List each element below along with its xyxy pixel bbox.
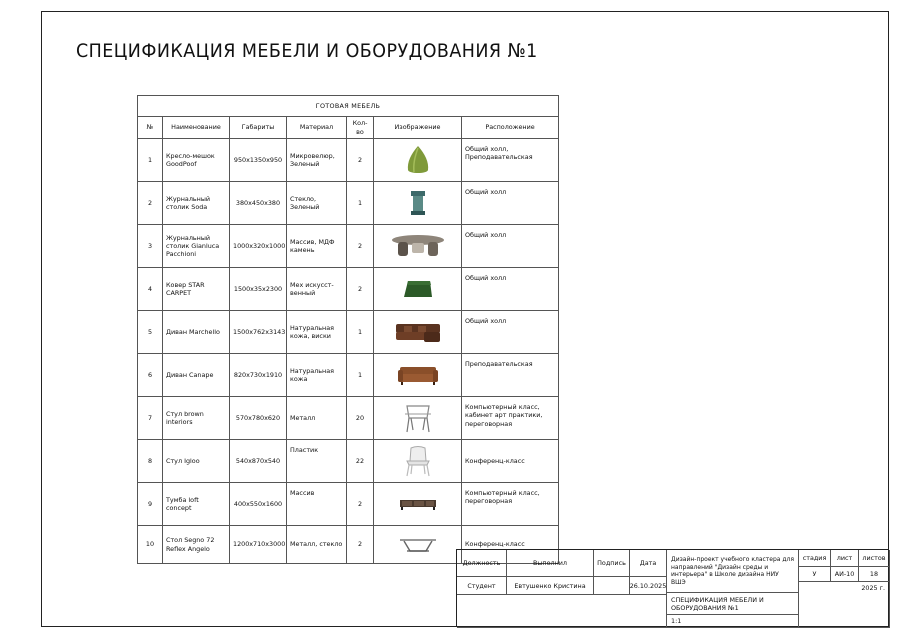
table-row [138,139,559,182]
row-material: Натуральная кожа, виски [287,311,347,354]
row-material: Массив [287,483,347,526]
stamp-role-header: Должность [457,550,507,577]
glass-side-table-icon [374,182,462,225]
stamp-sheet: АИ-10 [831,567,859,582]
header-num: № [138,117,163,139]
table-row [138,182,559,225]
row-material: Стекло, Зеленый [287,182,347,225]
stone-coffee-table-icon [374,225,462,268]
row-qty: 1 [347,182,374,225]
row-num: 9 [138,483,163,526]
row-location: Конференц-класс [462,440,559,483]
stamp-empty-area [457,595,667,628]
stamp-scale: 1:1 [667,615,799,628]
row-dims: 1500x762x3143 [230,311,287,354]
row-num: 1 [138,139,163,182]
row-location: Конференц-класс [462,526,559,564]
row-material: Мех искусст-венный [287,268,347,311]
stamp-stage: У [799,567,831,582]
row-qty: 2 [347,268,374,311]
metal-chair-icon [374,397,462,440]
row-num: 2 [138,182,163,225]
header-dims: Габариты [230,117,287,139]
row-material: Металл, стекло [287,526,347,564]
row-name: Журнальный столик Soda [163,182,230,225]
row-name: Ковер STAR CARPET [163,268,230,311]
stamp-sheets-header: листов [859,550,890,567]
stamp-project: Дизайн-проект учебного кластера для направлений "Дизайн среды и интерьера" в Школе дизайна НИУ ВШЭ [667,550,799,593]
row-dims: 570x780x620 [230,397,287,440]
stamp-sheet-header: лист [831,550,859,567]
stamp-sheets: 18 [859,567,890,582]
table-row [138,440,559,483]
row-name: Стул Igloo [163,440,230,483]
row-name: Диван Marchello [163,311,230,354]
row-dims: 540x870x540 [230,440,287,483]
row-num: 8 [138,440,163,483]
row-location: Компьютерный класс, кабинет арт практики, переговорная [462,397,559,440]
stamp-signature [594,577,630,595]
row-dims: 820x730x1910 [230,354,287,397]
page-title: СПЕЦИФИКАЦИЯ МЕБЕЛИ И ОБОРУДОВАНИЯ №1 [76,40,538,62]
row-num: 4 [138,268,163,311]
row-material: Натуральная кожа [287,354,347,397]
table-row [138,397,559,440]
row-dims: 950x1350x950 [230,139,287,182]
stamp-sign-header: Подпись [594,550,630,577]
row-dims: 1200x710x3000 [230,526,287,564]
stamp-role: Студент [457,577,507,595]
table-row [138,311,559,354]
row-name: Стул brown interiors [163,397,230,440]
carpet-icon [374,268,462,311]
row-qty: 2 [347,225,374,268]
row-num: 10 [138,526,163,564]
row-qty: 2 [347,526,374,564]
tv-stand-icon [374,483,462,526]
row-name: Тумба loft concept [163,483,230,526]
row-location: Компьютерный класс, переговорная [462,483,559,526]
stamp-author: Евтушенко Кристина [507,577,594,595]
row-num: 6 [138,354,163,397]
row-location: Общий холл, Преподавательская [462,139,559,182]
row-name: Журнальный столик Gianluca Pacchioni [163,225,230,268]
plastic-chair-icon [374,440,462,483]
row-name: Диван Canape [163,354,230,397]
leather-sofa-icon [374,354,462,397]
row-location: Общий холл [462,311,559,354]
row-location: Общий холл [462,182,559,225]
row-qty: 2 [347,139,374,182]
row-location: Преподавательская [462,354,559,397]
row-dims: 1500x35x2300 [230,268,287,311]
table-row [138,268,559,311]
table-caption: ГОТОВАЯ МЕБЕЛЬ [138,96,559,117]
row-material: Микровелюр, Зеленый [287,139,347,182]
row-material: Металл [287,397,347,440]
stamp-done-header: Выполнил [507,550,594,577]
row-material: Пластик [287,440,347,483]
corner-sofa-icon [374,311,462,354]
stamp-year: 2025 г. [799,582,890,628]
row-qty: 20 [347,397,374,440]
row-qty: 2 [347,483,374,526]
row-dims: 1000x320x1000 [230,225,287,268]
header-location: Расположение [462,117,559,139]
specification-table [137,95,559,564]
stamp-date-header: Дата [630,550,667,577]
bean-bag-icon [374,139,462,182]
stamp-stage-header: стадия [799,550,831,567]
row-qty: 1 [347,354,374,397]
row-dims: 400x550x1600 [230,483,287,526]
header-name: Наименование [163,117,230,139]
row-num: 7 [138,397,163,440]
table-header [138,117,559,139]
stamp-date: 26.10.2025 [630,577,667,595]
row-num: 3 [138,225,163,268]
header-image: Изображение [374,117,462,139]
glass-table-icon [374,526,462,564]
row-name: Кресло-мешок GoodPoof [163,139,230,182]
row-name: Стол Segno 72 Reflex Angelo [163,526,230,564]
row-material: Массив, МДФ камень [287,225,347,268]
row-qty: 22 [347,440,374,483]
row-num: 5 [138,311,163,354]
header-qty: Кол-во [347,117,374,139]
row-dims: 380x450x380 [230,182,287,225]
table-row [138,483,559,526]
table-row [138,354,559,397]
table-row [138,225,559,268]
row-location: Общий холл [462,268,559,311]
stamp-sheet-title: СПЕЦИФИКАЦИЯ МЕБЕЛИ И ОБОРУДОВАНИЯ №1 [667,593,799,615]
header-material: Материал [287,117,347,139]
row-qty: 1 [347,311,374,354]
title-block [456,549,889,627]
row-location: Общий холл [462,225,559,268]
